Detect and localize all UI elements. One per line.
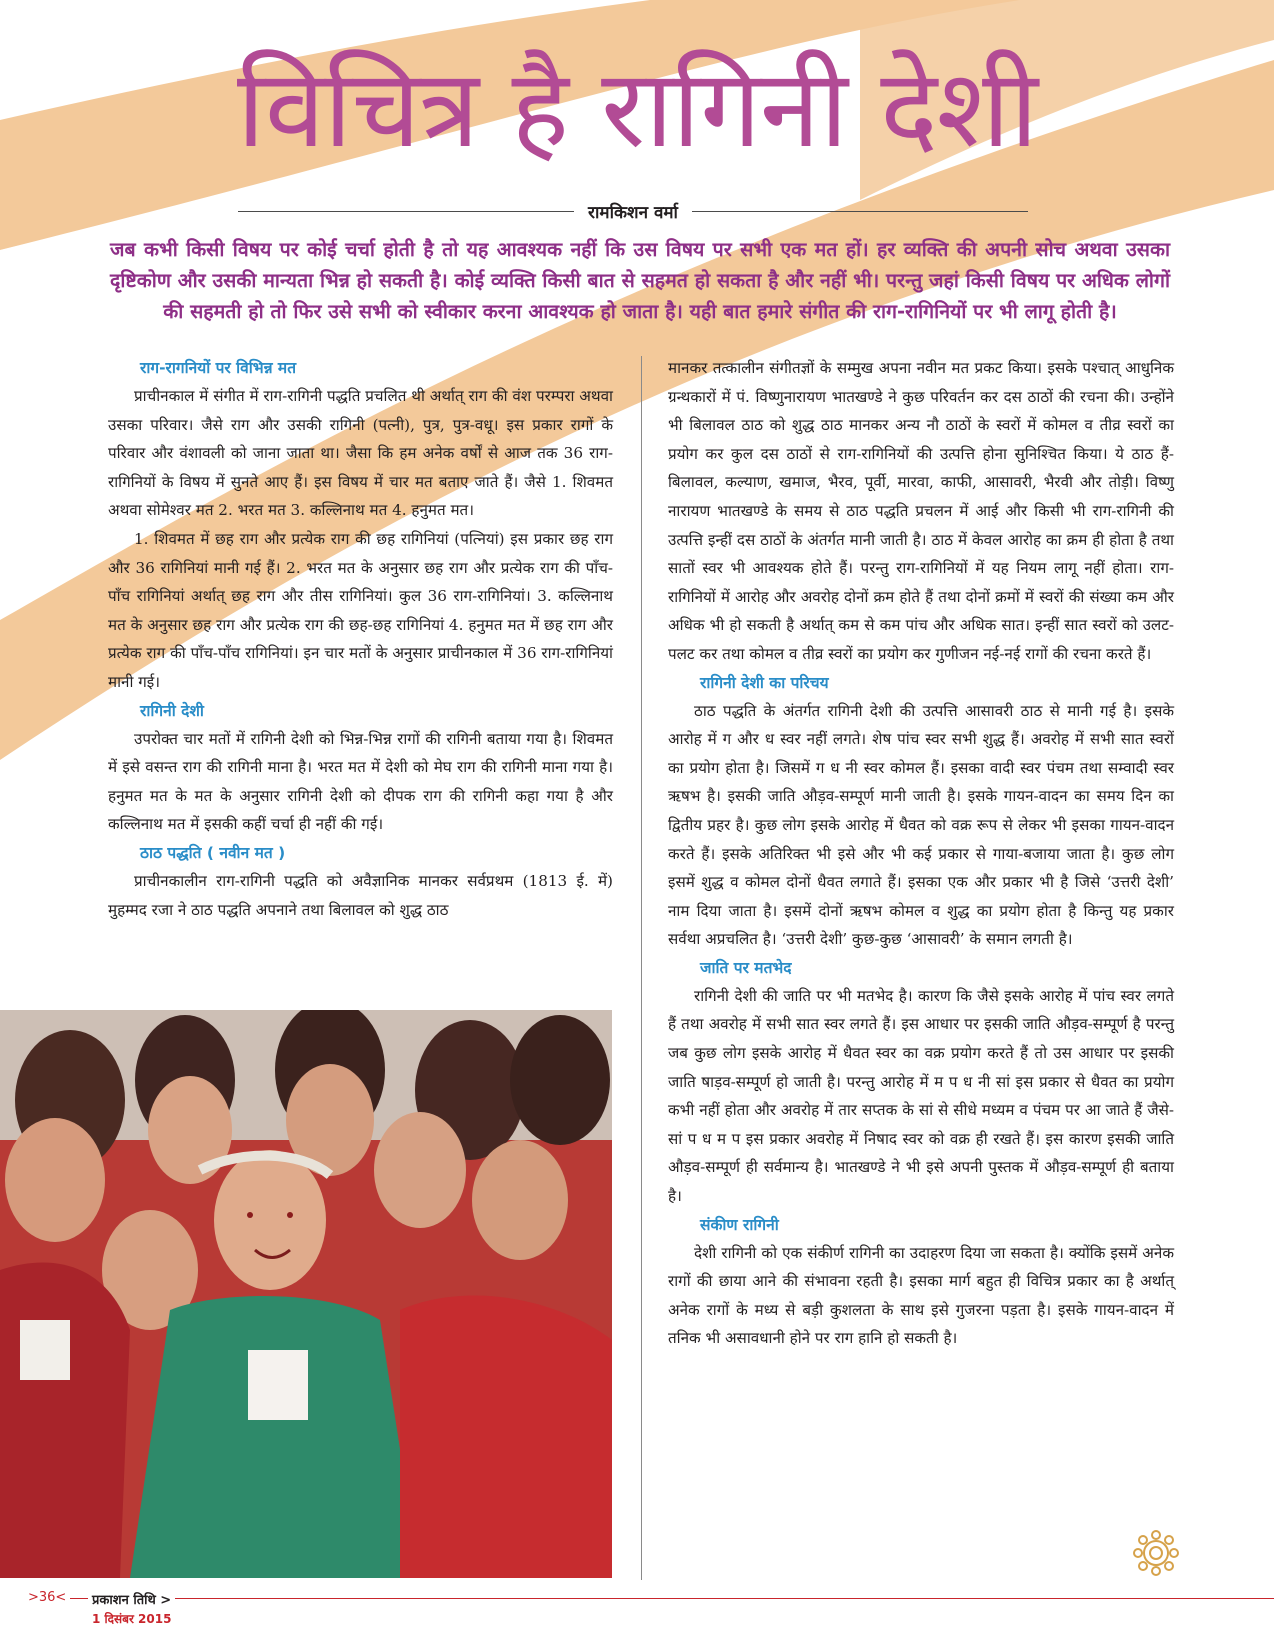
- paragraph: प्राचीनकालीन राग-रागिनी पद्धति को अवैज्ञानिक मानकर सर्वप्रथम (1813 ई. में) मुहम्मद रजा ने ठाठ पद्धति अपनाने तथा बिलावल को शुद्ध ठाठ: [108, 871, 613, 919]
- intro-paragraph: जब कभी किसी विषय पर कोई चर्चा होती है तो यह आवश्यक नहीं कि उस विषय पर सभी एक मत हों। हर व्यक्ति की अपनी सोच अथवा उसका दृष्टिकोण और उसकी मान्यता भिन्न हो सकती है। कोई व्यक्ति किसी बात से सहमत हो सकता है और नहीं भी। परन्तु जहां किसी विषय पर अधिक लोगों की सहमती हो तो फिर उसे सभी को स्वीकार करना आवश्यक हो जाता है। यही बात हमारे संगीत की राग-रागिनियों पर भी लागू होती है।: [110, 238, 1170, 323]
- heading-ragini-deshi: रागिनी देशी: [140, 701, 204, 720]
- page-number: >36<: [24, 1590, 70, 1605]
- magazine-name: प्रकाशन तिथि >: [88, 1590, 175, 1608]
- author-name: रामकिशन वर्मा: [588, 202, 678, 223]
- paragraph: रागिनी देशी की जाति पर भी मतभेद है। कारण कि जैसे इसके आरोह में पांच स्वर लगते हैं तथा अवरोह में सभी सात स्वर लगते हैं। इस आधार पर इसकी जाति औड़व-सम्पूर्ण है परन्तु जब कुछ लोग इसके आरोह में धैवत स्वर का वक्र प्रयोग करते हैं तो उस आधार पर इसकी जाति षाड़व-सम्पूर्ण हो जाती है। परन्तु आरोह में म प ध नी सां इस प्रकार से धैवत का प्रयोग कभी नहीं होता और अवरोह में तार सप्तक के सां से सीधे मध्यम व पंचम पर आ जाते हैं जैसे- सां प ध म प इस प्रकार अवरोह में निषाद स्वर को वक्र ही रखते हैं। इस कारण इसकी जाति औड़व-सम्पूर्ण ही सर्वमान्य है। भातखण्डे ने भी इसे अपनी पुस्तक में औड़व-सम्पूर्ण ही बताया है।: [668, 986, 1174, 1206]
- heading-raag-ragini-mat: राग-रागनियों पर विभिन्न मत: [140, 359, 297, 377]
- column-divider: [641, 356, 642, 1580]
- byline: [238, 198, 1028, 224]
- flower-ornament-icon: [1133, 1530, 1179, 1576]
- heading-jati-par-matbhed: जाति पर मतभेद: [700, 958, 792, 977]
- article-title: विचित्र है रागिनी देशी: [236, 47, 1038, 172]
- footer-rule: [40, 1598, 1274, 1599]
- byline-rule-left: [238, 211, 574, 212]
- paragraph: उपरोक्त चार मतों में रागिनी देशी को भिन्न-भिन्न रागों की रागिनी बताया गया है। शिवमत में इसे वसन्त राग की रागिनी माना है। भरत मत में देशी को मेघ राग की रागिनी माना गया है। हनुमत मत के मत के अनुसार रागिनी देशी को दीपक राग की रागिनी कहा गया है और कल्लिनाथ मत में इसकी कहीं चर्चा ही नहीं की गई।: [108, 729, 613, 834]
- issue-date: 1 दिसंबर 2015: [92, 1612, 172, 1626]
- photo-illustration: [0, 1010, 612, 1578]
- right-column: [668, 354, 1174, 1353]
- paragraph: मानकर तत्कालीन संगीतज्ञों के सम्मुख अपना नवीन मत प्रकट किया। इसके पश्चात् आधुनिक ग्रन्थकारों में पं. विष्णुनारायण भातखण्डे ने कुछ परिवर्तन कर दस ठाठों की रचना की। उन्होंने भी बिलावल ठाठ को शुद्ध ठाठ मानकर अन्य नौ ठाठों के स्वरों में कोमल व तीव्र स्वरों का प्रयोग कर कुल दस ठाठों से राग-रागिनियों की उत्पत्ति होना सुनिश्चित किया। ये ठाठ हैं- बिलावल, कल्याण, खमाज, भैरव, पूर्वी, मारवा, काफी, आसावरी, भैरवी और तोड़ी। विष्णु नारायण भातखण्डे के समय से ठाठ पद्धति प्रचलन में आई और किसी भी राग-रागिनी की उत्पत्ति इन्हीं दस ठाठों के अंतर्गत मानी जाती है। ठाठ में केवल आरोह का क्रम ही होता है तथा सातों स्वर भी आवश्यक होते हैं। परन्तु राग-रागिनियों में यह नियम लागू नहीं होता। राग-रागिनियों में आरोह और अवरोह दोनों क्रम होते हैं तथा दोनों क्रमों में स्वरों की संख्या कम और अधिक भी हो सकती है अर्थात् कम से कम पांच और अधिक सात। इन्हीं सात स्वरों को उलट-पलट कर तथा कोमल व तीव्र स्वरों का प्रयोग कर गुणीजन नई-नई रागों की रचना करते हैं।: [668, 359, 1174, 663]
- byline-rule-right: [692, 211, 1028, 212]
- paragraph: ठाठ पद्धति के अंतर्गत रागिनी देशी की उत्पत्ति आसावरी ठाठ से मानी गई है। इसके आरोह में ग और ध स्वर नहीं लगते। शेष पांच स्वर सभी शुद्ध हैं। अवरोह में सभी सात स्वरों का प्रयोग होता है। जिसमें ग ध नी स्वर कोमल हैं। इसका वादी स्वर पंचम तथा सम्वादी स्वर ऋषभ है। इसकी जाति औड़व-सम्पूर्ण मानी जाती है। इसके गायन-वादन का समय दिन का द्वितीय प्रहर है। कुछ लोग इसके आरोह में धैवत को वक्र रूप से लेकर भी इसका गायन-वादन करते हैं। इसके अतिरिक्त भी इसे और भी कई प्रकार से गाया-बजाया जाता है। कुछ लोग इसमें शुद्ध व कोमल दोनों धैवत लगाते हैं। इसका एक और प्रकार भी है जिसे ‘उत्तरी देशी’ नाम दिया जाता है। इसमें दोनों ऋषभ कोमल व शुद्ध का प्रयोग होता है किन्तु यह प्रकार सर्वथा अप्रचलित है। ‘उत्तरी देशी’ कुछ-कुछ ‘आसावरी’ के समान लगती है।: [668, 701, 1174, 949]
- heading-ragini-deshi-parichay: रागिनी देशी का परिचय: [700, 673, 829, 692]
- paragraph: 1. शिवमत में छह राग और प्रत्येक राग की छह रागिनियां (पत्नियां) इस प्रकार छह राग और 36 रागिनियां मानी गई हैं। 2. भरत मत के अनुसार छह राग और प्रत्येक राग की पाँच-पाँच रागिनियां अर्थात् छह राग और तीस रागिनियां। कुल 36 राग-रागिनियां। 3. कल्लिनाथ मत के अनुसार छह राग और प्रत्येक राग की छह-छह रागिनियां 4. हनुमत मत में छह राग और प्रत्येक राग की पाँच-पाँच रागिनियां। इन चार मतों के अनुसार प्राचीनकाल में 36 राग-रागिनियां मानी गई।: [108, 529, 613, 691]
- page-footer: [0, 1590, 1274, 1649]
- dancers-photo: [0, 1010, 612, 1578]
- paragraph: प्राचीनकाल में संगीत में राग-रागिनी पद्धति प्रचलित थी अर्थात् राग की वंश परम्परा अथवा उसका परिवार। जैसे राग और उसकी रागिनी (पत्नी), पुत्र, पुत्र-वधू। इस प्रकार रागों के परिवार और वंशावली को जाना जाता था। जैसा कि हम अनेक वर्षों से आज तक 36 राग-रागिनियों के विषय में सुनते आए हैं। इस विषय में चार मत बताए जाते हैं। जैसे 1. शिवमत अथवा सोमेश्वर मत 2. भरत मत 3. कल्लिनाथ मत 4. हनुमत मत।: [108, 387, 613, 520]
- heading-thaat-paddhati: ठाठ पद्धति ( नवीन मत ): [140, 843, 286, 862]
- heading-sankirn-ragini: संकीण रागिनी: [700, 1215, 779, 1234]
- paragraph: देशी रागिनी को एक संकीर्ण रागिनी का उदाहरण दिया जा सकता है। क्योंकि इसमें अनेक रागों की छाया आने की संभावना रहती है। इसका मार्ग बहुत ही विचित्र प्रकार का है अर्थात् अनेक रागों के मध्य से बड़ी कुशलता के साथ इसे गुजरना पड़ता है। इसके गायन-वादन में तनिक भी असावधानी होने पर राग हानि हो सकती है।: [668, 1243, 1174, 1348]
- left-column: [108, 354, 613, 924]
